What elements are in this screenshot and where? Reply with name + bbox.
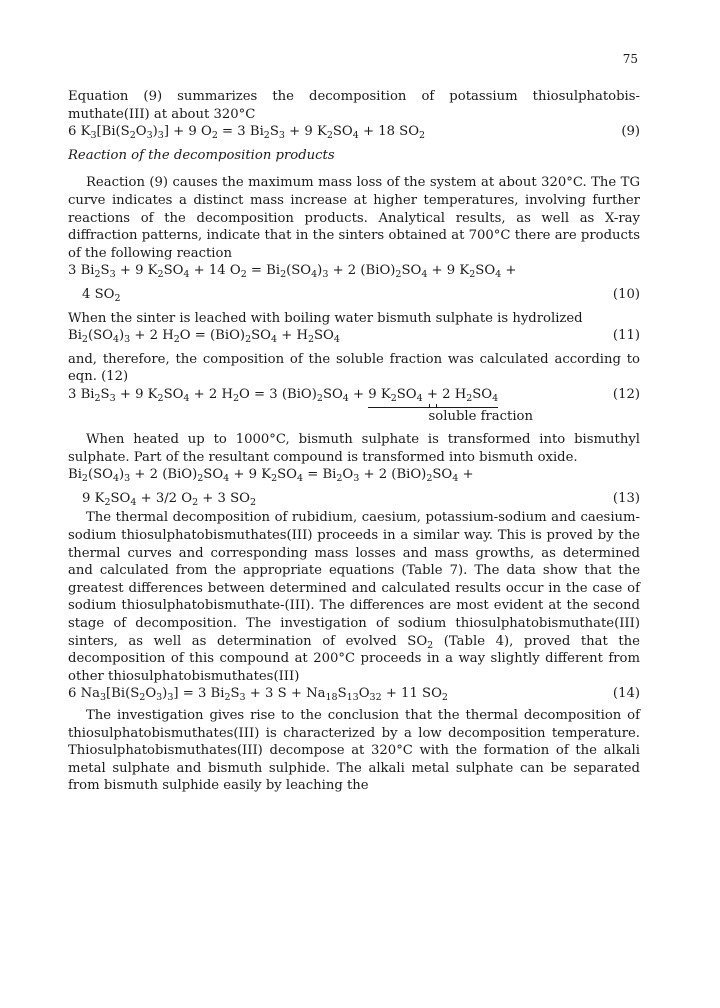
paragraph-heating: When heated up to 1000°C, bismuth sulphate is transformed into bismuthyl sulphate. Part of the resultant compound is transformed into bismuth oxide.	[68, 432, 640, 465]
equation-number: (12)	[612, 386, 640, 402]
equation-10-line-2: 4 $SO_2$ (10)	[82, 286, 640, 304]
equation-9: 6 $K_3[Bi(S_2O_3)_3] + 9$ $O_2 = 3$ $Bi_2S_3 + 9$ $K_2SO_4 + 18$ $SO_2$ (9)	[68, 124, 640, 142]
equation-number: (14)	[612, 686, 640, 702]
soluble-fraction-brace: 9 $K_2SO_4 + 2$ $H_2SO_4$	[368, 386, 498, 404]
soluble-fraction-label: soluble fraction	[428, 408, 533, 424]
equation-number: (13)	[612, 490, 640, 506]
equation-10-line-1: 3 $Bi_2S_3 + 9$ $K_2SO_4 + 14$ $O_2 = Bi_2(SO_4)_3 + 2$ $(BiO)_2SO_4 + 9$ $K_2SO_4$ +	[68, 263, 517, 281]
page-number: 75	[622, 52, 638, 66]
equation-number: (10)	[612, 286, 640, 302]
paragraph-intro: Equation (9) summarizes the decomposition of potassium thiosulphatobis-muthate(III) at about 320°C	[68, 89, 640, 122]
equation-13-line-1: $Bi_2(SO_4)_3 + 2$ $(BiO)_2SO_4 + 9$ $K_2SO_4 = Bi_2O_3 + 2$ $(BiO)_2SO_4$ +	[68, 467, 474, 485]
equation-14: 6 $Na_3[Bi(S_2O_3)_3] = 3$ $Bi_2S_3 + 3$ $S + Na_{18}S_{13}O_{32} + 11$ $SO_2$ (14)	[68, 686, 640, 704]
paragraph-thermal-decomposition: The thermal decomposition of rubidium, caesium, potassium-sodium and caesium-sodium thiosulphatobismuthates(III) proceeds in a similar way. This is proved by the thermal curves and corresponding mass losses and mass growths, as determined and calculated from the appropriate equations (Table 7). The data show that the greatest differences between determined and calculated results occur in the case of sodium thiosulphatobismuthate-(III). The differences are most evident at the second stage of decomposition. The investigation of sodium thiosulphatobismuthate(III) sinters, as well as determination of evolved $SO_2$ (Table 4), proved that the decomposition of this compound at 200°C proceeds in a way slightly different from other thiosulphatobismuthates(III)	[68, 510, 640, 684]
equation-12: 3 $Bi_2S_3 + 9$ $K_2SO_4 + 2$ $H_2O = 3$ $(BiO)_2SO_4 + 9$ $K_2SO_4 + 2$ $H_2SO_4$ (12)	[68, 386, 640, 404]
paragraph-reaction-9: Reaction (9) causes the maximum mass loss of the system at about 320°C. The TG curve indicates a distinct mass increase at higher temperatures, involving further reactions of the decomposition products. Analytical results, as well as X-ray diffraction patterns, indicate that in the sinters obtained at 700°C there are products of the following reaction	[68, 175, 640, 261]
paragraph-soluble-fraction: and, therefore, the composition of the soluble fraction was calculated according to eqn. (12)	[68, 351, 640, 385]
section-heading: Reaction of the decomposition products	[68, 147, 335, 163]
body-text	[68, 88, 640, 795]
equation-13-line-2: 9 $K_2SO_4 + 3/2$ $O_2 + 3$ $SO_2$ (13)	[82, 490, 640, 508]
equation-number: (11)	[612, 328, 640, 344]
paragraph-leaching: When the sinter is leached with boiling water bismuth sulphate is hydrolized	[68, 310, 583, 326]
equation-11: $Bi_2(SO_4)_3 + 2$ $H_2O = (BiO)_2SO_4 + H_2SO_4$ (11)	[68, 328, 640, 346]
paragraph-conclusion: The investigation gives rise to the conclusion that the thermal decomposition of thiosulphatobismuthates(III) is characterized by a low decomposition temperature. Thiosulphatobismuthates(III) decompose at 320°C with the formation of the alkali metal sulphate and bismuth sulphide. The alkali metal sulphate can be separated from bismuth sulphide easily by leaching the	[68, 708, 640, 794]
equation-number: (9)	[621, 124, 640, 140]
